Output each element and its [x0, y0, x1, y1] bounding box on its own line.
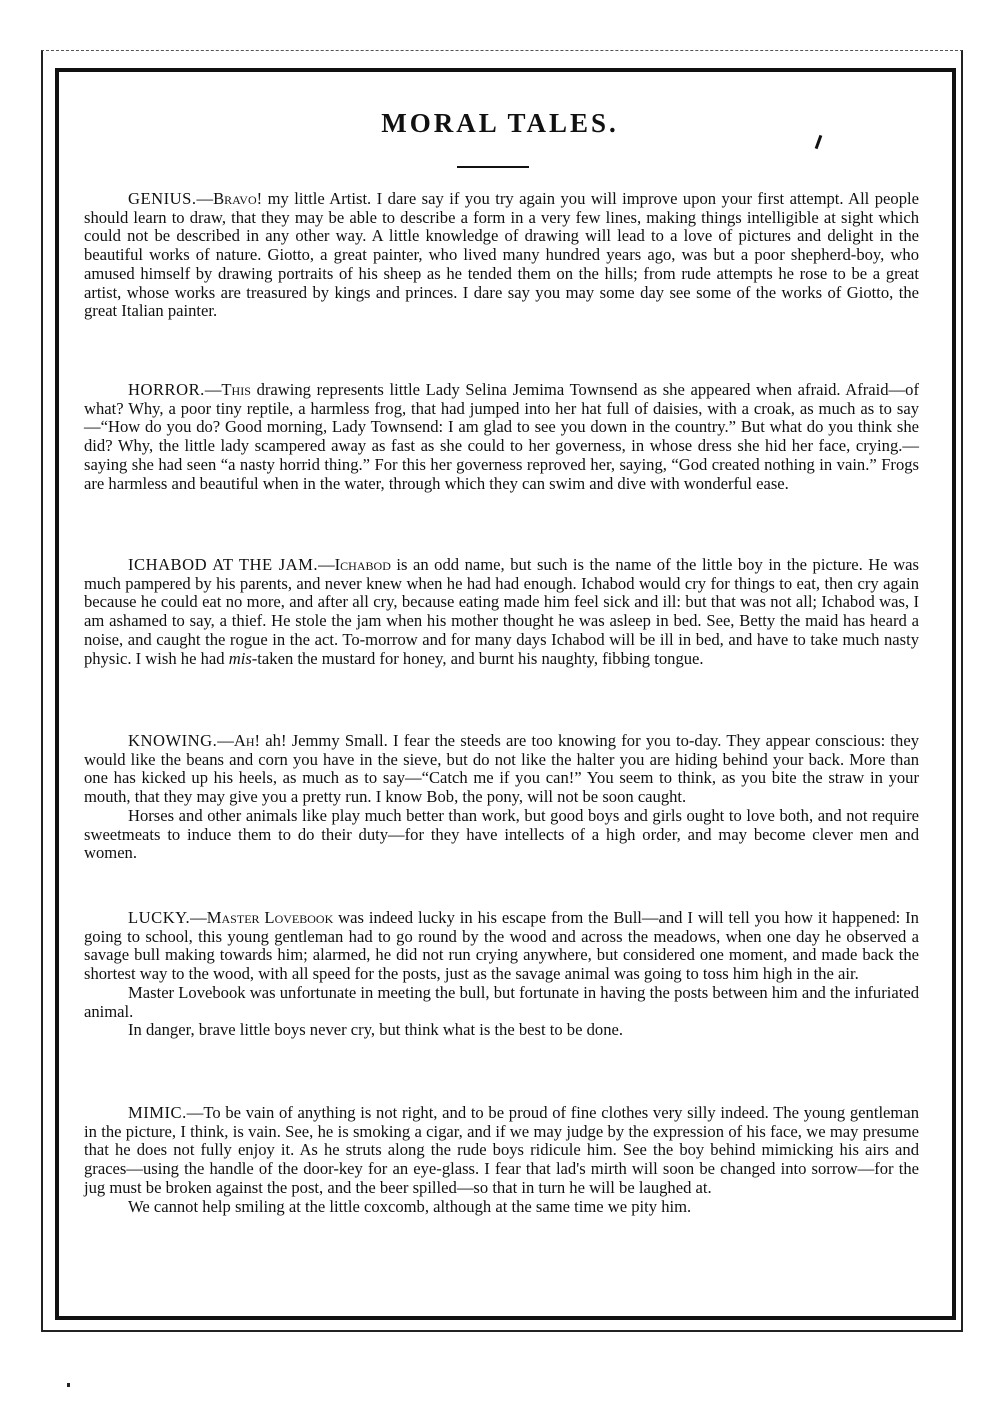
section-heading: LUCKY.	[128, 908, 191, 927]
paragraph: Master Lovebook was unfortunate in meeting the bull, but fortunate in having the posts between him and the infuriated animal.	[84, 982, 919, 1021]
section-heading: GENIUS.	[128, 189, 197, 208]
section-knowing	[84, 732, 919, 863]
paragraph: In danger, brave little boys never cry, but think what is the best to be done.	[128, 1020, 624, 1040]
paragraph: ICHABOD AT THE JAM.—Ichabod is an odd name, but such is the name of the little boy in the picture. He was much pampered by his parents, and never knew when he had had enough. Ichabod would cry for things to eat, then cry again because he could eat no more, and after all cry, because eating made him feel sick and ill: but that was not all; Ichabod was, I am ashamed to say, a thief. He stole the jam when his mother thought he was asleep in bed. See, Betty the maid has heard a noise, and caught the rogue in the act. To-morrow and for many days Ichabod will be ill in bed, and have to take much nasty physic. I wish he had mis-taken the mustard for honey, and burnt his naughty, fibbing tongue.	[84, 555, 919, 668]
lead-word: Bravo!	[213, 189, 263, 208]
ink-speck	[67, 1383, 70, 1387]
lead-word: Ichabod	[334, 555, 391, 574]
paragraph: Horses and other animals like play much better than work, but good boys and girls ought to love both, and not require sweetmeats to induce them to do their duty—for they have intellects of a high order, and may become clever men and women.	[84, 805, 919, 863]
paragraph: MIMIC.—To be vain of anything is not right, and to be proud of fine clothes very silly indeed. The young gentleman in the picture, I think, is vain. See, he is smoking a cigar, and if we may judge by the expression of his face, we may presume that he does not fully enjoy it. As he struts along the rude boys ridicule him. See the boy behind mimicking his airs and graces—using the handle of the door-key for an eye-glass. I fear that lad's mirth will soon be changed into sorrow—for the jug must be broken against the post, and the beer spilled—so that in turn he will be laughed at.	[84, 1103, 919, 1197]
paragraph: LUCKY.—Master Lovebook was indeed lucky in his escape from the Bull—and I will tell you how it happened: In going to school, this young gentleman had to go round by the wood and across the meadows, when one day he observed a savage bull making towards him; alarmed, he did not run crying anywhere, but considered one moment, and made back the shortest way to the wood, with all speed for the posts, just as the savage animal was going to toss him high in the air.	[84, 908, 919, 984]
section-heading: HORROR.	[128, 380, 205, 399]
paragraph: KNOWING.—Ah! ah! Jemmy Small. I fear the steeds are too knowing for you to-day. They appear conscious: they would like the beans and corn you have in the sieve, but do not like the halter you are hiding behind your back. More than one has kicked up his heels, as much as to say—“Catch me if you can!” You seem to think, as you bite the straw in your mouth, that they may give you a pretty run. I know Bob, the pony, will not be soon caught.	[84, 731, 919, 807]
section-ichabod	[84, 556, 919, 668]
section-mimic	[84, 1104, 919, 1216]
paragraph: GENIUS.—Bravo! my little Artist. I dare say if you try again you will improve upon your first attempt. All people should learn to draw, that they may be able to describe a form in a very few lines, making things intelligible at sight which could not be described in any other way. A little knowledge of drawing will lead to a love of pictures and delight in the beautiful works of nature. Giotto, a great painter, who lived many hundred years ago, was but a poor shepherd-boy, who amused himself by drawing portraits of his sheep as he tended them on the hills; from rude attempts he rose to be a great artist, whose works are treasured by kings and princes. I dare say you may some day see some of the works of Giotto, the great Italian painter.	[84, 189, 919, 321]
paragraph: HORROR.—This drawing represents little Lady Selina Jemima Townsend as she appeared when afraid. Afraid—of what? Why, a poor tiny reptile, a harmless frog, that had jumped into her hat full of daisies, with a croak, as much as to say—“How do you do? Good morning, Lady Townsend: I am glad to see you down in the country.” But what do you think she did? Why, the little lady scampered away as fast as she could to her governess, in whose dress she hid her face, crying.—saying she had seen “a nasty horrid thing.” For this her governess reproved her, saying, “God created nothing in vain.” Frogs are harmless and beautiful when in the water, through which they can swim and dive with wonderful ease.	[84, 380, 919, 493]
section-heading: MIMIC.	[128, 1103, 187, 1122]
lead-word: Master Lovebook	[206, 908, 334, 927]
italic-word: mis	[228, 648, 252, 668]
lead-word: This	[221, 380, 251, 399]
lead-word: Ah!	[233, 731, 261, 750]
section-horror	[84, 381, 919, 493]
section-heading: KNOWING.	[128, 731, 218, 750]
paragraph: We cannot help smiling at the little coxcomb, although at the same time we pity him.	[128, 1196, 692, 1216]
page-title: MORAL TALES.	[381, 108, 619, 138]
title-divider	[457, 166, 529, 168]
section-genius	[84, 190, 919, 321]
section-heading: ICHABOD AT THE JAM.	[128, 555, 319, 574]
section-lucky	[84, 909, 919, 1040]
